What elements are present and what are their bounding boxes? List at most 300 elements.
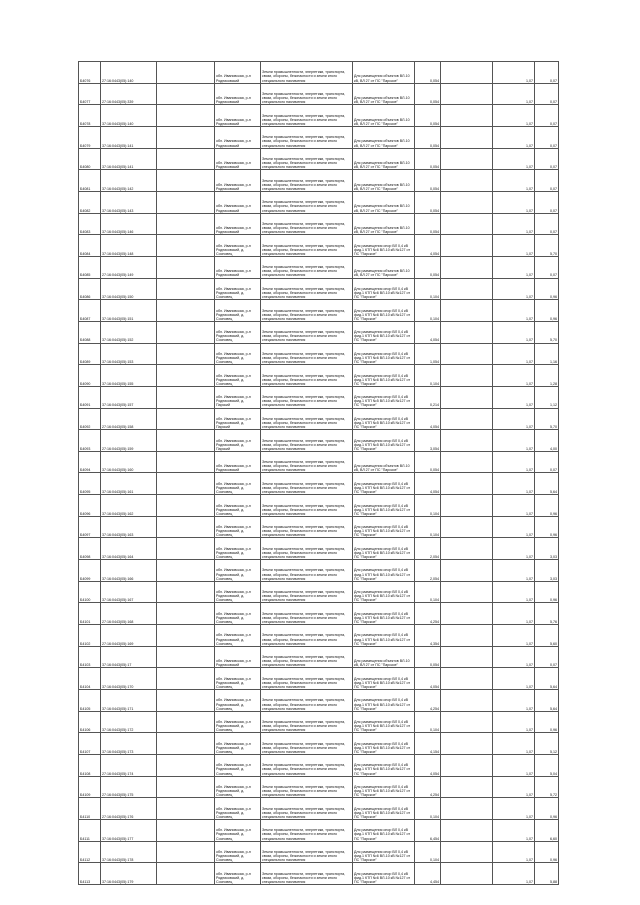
- cadastral-number-cell: 37:16:0443(05):161: [101, 473, 157, 495]
- empty-cell: [157, 170, 215, 192]
- cadastral-number-cell: 37:16:0443(05):177: [101, 819, 157, 841]
- total-cell: 3,03: [535, 538, 559, 560]
- area-cell: 0,054: [415, 105, 441, 127]
- total-cell: 5,64: [535, 473, 559, 495]
- area-cell: 0,054: [415, 191, 441, 213]
- table-row: [79, 321, 559, 343]
- land-category-cell: Земли промышленности, энергетики, транспорта, связи, обороны, безопасности и земли иного специального назначения: [261, 278, 353, 300]
- permitted-use-cell: Для размещения объектов ВЛ-10 кВ, ВЛ 27 от ПС "Парское": [353, 62, 415, 84]
- table-row: [79, 365, 559, 387]
- area-cell: 4,054: [415, 755, 441, 777]
- empty-cell: [157, 668, 215, 690]
- table-row: [79, 495, 559, 517]
- land-category-cell: Земли промышленности, энергетики, транспорта, связи, обороны, безопасности и земли иного специального назначения: [261, 62, 353, 84]
- land-category-cell: Земли промышленности, энергетики, транспорта, связи, обороны, безопасности и земли иного специального назначения: [261, 148, 353, 170]
- permitted-use-cell: Для размещения объектов ВЛ-10 кВ, ВЛ 27 от ПС "Парское": [353, 451, 415, 473]
- empty-cell: [157, 430, 215, 452]
- empty-cell: [441, 148, 493, 170]
- permitted-use-cell: Для размещения объектов ВЛ-10 кВ, ВЛ 27 от ПС "Парское": [353, 170, 415, 192]
- area-cell: 0,104: [415, 711, 441, 733]
- area-cell: 2,054: [415, 538, 441, 560]
- area-cell: 4,054: [415, 668, 441, 690]
- area-cell: 0,104: [415, 516, 441, 538]
- address-cell: обл. Ивановская, р-н Родниковский: [215, 191, 261, 213]
- table-row: [79, 386, 559, 408]
- cadastral-number-cell: 37:16:0443(05):160: [101, 451, 157, 473]
- total-cell: 0,96: [535, 841, 559, 863]
- cadastral-number-cell: 37:16:0443(05):166: [101, 560, 157, 582]
- permitted-use-cell: Для размещения опор ВЛ 0,4 кВ фид.1 КТП №6 ВЛ-10 кВ №127 от ПС "Парское": [353, 300, 415, 322]
- cadastral-number-cell: 37:16:0443(05):141: [101, 126, 157, 148]
- cadastral-number-cell: 37:16:0443(05):148: [101, 235, 157, 257]
- cadastral-number-cell: 37:16:0443(05):162: [101, 495, 157, 517]
- cadastral-number-cell: 27:16:0443(05):175: [101, 776, 157, 798]
- rate-cell: 1,07: [493, 451, 535, 473]
- row-id-cell: Б4103: [79, 646, 101, 668]
- permitted-use-cell: Для размещения объектов ВЛ-10 кВ, ВЛ 27 от ПС "Парское": [353, 191, 415, 213]
- table-row: [79, 451, 559, 473]
- total-cell: 5,70: [535, 235, 559, 257]
- cadastral-number-cell: 27:16:0443(05):176: [101, 798, 157, 820]
- empty-cell: [157, 321, 215, 343]
- permitted-use-cell: Для размещения опор ВЛ 0,4 кВ фид.1 КТП №6 ВЛ-10 кВ №127 от ПС "Парское": [353, 603, 415, 625]
- empty-cell: [441, 581, 493, 603]
- cadastral-number-cell: 37:16:0443(05):172: [101, 711, 157, 733]
- land-category-cell: Земли промышленности, энергетики, транспорта, связи, обороны, безопасности и земли иного специального назначения: [261, 538, 353, 560]
- empty-cell: [157, 776, 215, 798]
- row-id-cell: Б4101: [79, 603, 101, 625]
- address-cell: обл. Ивановская, р-н Родниковский, д. Парский: [215, 430, 261, 452]
- empty-cell: [157, 365, 215, 387]
- address-cell: обл. Ивановская, р-н Родниковский, д. Сосновец: [215, 538, 261, 560]
- row-id-cell: Б4109: [79, 776, 101, 798]
- total-cell: 6,60: [535, 819, 559, 841]
- area-cell: 0,104: [415, 841, 441, 863]
- permitted-use-cell: Для размещения опор ВЛ 0,4 кВ фид.1 КТП №6 ВЛ-10 кВ №127 от ПС "Парское": [353, 516, 415, 538]
- area-cell: 4,054: [415, 321, 441, 343]
- empty-cell: [157, 819, 215, 841]
- row-id-cell: Б4104: [79, 668, 101, 690]
- empty-cell: [441, 256, 493, 278]
- cadastral-number-cell: 37:16:0443(05):171: [101, 690, 157, 712]
- land-category-cell: Земли промышленности, энергетики, транспорта, связи, обороны, безопасности и земли иного специального назначения: [261, 430, 353, 452]
- empty-cell: [441, 776, 493, 798]
- rate-cell: 1,07: [493, 798, 535, 820]
- empty-cell: [441, 213, 493, 235]
- rate-cell: 1,07: [493, 755, 535, 777]
- rate-cell: 1,07: [493, 863, 535, 885]
- address-cell: обл. Ивановская, р-н Родниковский, д. Сосновец: [215, 711, 261, 733]
- land-category-cell: Земли промышленности, энергетики, транспорта, связи, обороны, безопасности и земли иного специального назначения: [261, 170, 353, 192]
- permitted-use-cell: Для размещения опор ВЛ 0,4 кВ фид.1 КТП №6 ВЛ-10 кВ №127 от ПС "Парское": [353, 581, 415, 603]
- rate-cell: 1,07: [493, 690, 535, 712]
- address-cell: обл. Ивановская, р-н Родниковский, д. Сосновец: [215, 300, 261, 322]
- table-row: [79, 819, 559, 841]
- land-category-cell: Земли промышленности, энергетики, транспорта, связи, обороны, безопасности и земли иного специального назначения: [261, 711, 353, 733]
- total-cell: 5,70: [535, 321, 559, 343]
- empty-cell: [157, 625, 215, 647]
- area-cell: 0,104: [415, 365, 441, 387]
- empty-cell: [441, 430, 493, 452]
- cadastral-number-cell: 27:16:0443(05):168: [101, 603, 157, 625]
- area-cell: 2,054: [415, 560, 441, 582]
- rate-cell: 1,07: [493, 321, 535, 343]
- land-category-cell: Земли промышленности, энергетики, транспорта, связи, обороны, безопасности и земли иного специального назначения: [261, 733, 353, 755]
- cadastral-number-cell: 37:16:0443(05):141: [101, 148, 157, 170]
- row-id-cell: Б4095: [79, 473, 101, 495]
- table-row: [79, 668, 559, 690]
- cadastral-number-cell: 37:16:0443(05):151: [101, 300, 157, 322]
- total-cell: 0,07: [535, 105, 559, 127]
- rate-cell: 1,07: [493, 841, 535, 863]
- area-cell: 4,054: [415, 235, 441, 257]
- permitted-use-cell: Для размещения объектов ВЛ-10 кВ, ВЛ 27 от ПС "Парское": [353, 646, 415, 668]
- area-cell: 0,214: [415, 386, 441, 408]
- empty-cell: [157, 560, 215, 582]
- land-category-cell: Земли промышленности, энергетики, транспорта, связи, обороны, безопасности и земли иного специального назначения: [261, 451, 353, 473]
- row-id-cell: Б4080: [79, 148, 101, 170]
- rate-cell: 1,07: [493, 343, 535, 365]
- permitted-use-cell: Для размещения опор ВЛ 0,4 кВ фид.1 КТП №6 ВЛ-10 кВ №127 от ПС "Парское": [353, 690, 415, 712]
- cadastral-number-cell: 37:16:0443(05):167: [101, 581, 157, 603]
- rate-cell: 1,07: [493, 646, 535, 668]
- table-row: [79, 625, 559, 647]
- total-cell: 4,00: [535, 430, 559, 452]
- empty-cell: [441, 798, 493, 820]
- area-cell: 0,104: [415, 300, 441, 322]
- row-id-cell: Б4111: [79, 819, 101, 841]
- cadastral-number-cell: 37:16:0443(05):152: [101, 321, 157, 343]
- table-row: [79, 798, 559, 820]
- rate-cell: 1,07: [493, 148, 535, 170]
- empty-cell: [441, 560, 493, 582]
- permitted-use-cell: Для размещения опор ВЛ 0,4 кВ фид.1 КТП №6 ВЛ-10 кВ №127 от ПС "Парское": [353, 841, 415, 863]
- empty-cell: [157, 300, 215, 322]
- rate-cell: 1,07: [493, 560, 535, 582]
- table-row: [79, 560, 559, 582]
- permitted-use-cell: Для размещения опор ВЛ 0,4 кВ фид.1 КТП №6 ВЛ-10 кВ №127 от ПС "Парское": [353, 278, 415, 300]
- land-category-cell: Земли промышленности, энергетики, транспорта, связи, обороны, безопасности и земли иного специального назначения: [261, 83, 353, 105]
- empty-cell: [157, 148, 215, 170]
- address-cell: обл. Ивановская, р-н Родниковский, д. Парский: [215, 386, 261, 408]
- address-cell: обл. Ивановская, р-н Родниковский, д. Парский: [215, 408, 261, 430]
- address-cell: обл. Ивановская, р-н Родниковский, д. Сосновец: [215, 516, 261, 538]
- total-cell: 0,07: [535, 83, 559, 105]
- cadastral-number-cell: 37:16:0443(05):17: [101, 646, 157, 668]
- address-cell: обл. Ивановская, р-н Родниковский: [215, 170, 261, 192]
- empty-cell: [157, 83, 215, 105]
- table-row: [79, 62, 559, 84]
- total-cell: 0,96: [535, 711, 559, 733]
- area-cell: 0,104: [415, 581, 441, 603]
- row-id-cell: Б4106: [79, 711, 101, 733]
- address-cell: обл. Ивановская, р-н Родниковский, д. Сосновец: [215, 235, 261, 257]
- cadastral-number-cell: 27:16:0443(05):174: [101, 755, 157, 777]
- empty-cell: [157, 646, 215, 668]
- total-cell: 0,07: [535, 62, 559, 84]
- row-id-cell: Б4112: [79, 841, 101, 863]
- area-cell: 4,454: [415, 863, 441, 885]
- rate-cell: 1,07: [493, 711, 535, 733]
- area-cell: 0,054: [415, 451, 441, 473]
- cadastral-number-cell: 27:16:0443(05):158: [101, 408, 157, 430]
- empty-cell: [441, 191, 493, 213]
- cadastral-number-cell: 37:16:0443(05):179: [101, 863, 157, 885]
- total-cell: 1,16: [535, 343, 559, 365]
- address-cell: обл. Ивановская, р-н Родниковский, д. Сосновец: [215, 365, 261, 387]
- empty-cell: [157, 235, 215, 257]
- empty-cell: [441, 495, 493, 517]
- row-id-cell: Б4077: [79, 83, 101, 105]
- total-cell: 0,07: [535, 646, 559, 668]
- permitted-use-cell: Для размещения опор ВЛ 0,4 кВ фид.1 КТП №6 ВЛ-10 кВ №127 от ПС "Парское": [353, 560, 415, 582]
- rate-cell: 1,07: [493, 581, 535, 603]
- cadastral-number-cell: 37:16:0443(05):150: [101, 278, 157, 300]
- total-cell: 1,28: [535, 365, 559, 387]
- land-category-cell: Земли промышленности, энергетики, транспорта, связи, обороны, безопасности и земли иного специального назначения: [261, 235, 353, 257]
- empty-cell: [441, 625, 493, 647]
- rate-cell: 1,07: [493, 83, 535, 105]
- total-cell: 0,96: [535, 516, 559, 538]
- cadastral-number-cell: 37:16:0443(05):178: [101, 841, 157, 863]
- cadastral-number-cell: 37:16:0443(05):146: [101, 213, 157, 235]
- empty-cell: [441, 343, 493, 365]
- row-id-cell: Б4088: [79, 321, 101, 343]
- land-category-cell: Земли промышленности, энергетики, транспорта, связи, обороны, безопасности и земли иного специального назначения: [261, 560, 353, 582]
- address-cell: обл. Ивановская, р-н Родниковский, д. Сосновец: [215, 603, 261, 625]
- row-id-cell: Б4105: [79, 690, 101, 712]
- permitted-use-cell: Для размещения опор ВЛ 0,4 кВ фид.1 КТП №6 ВЛ-10 кВ №127 от ПС "Парское": [353, 538, 415, 560]
- table-row: [79, 581, 559, 603]
- total-cell: 0,07: [535, 256, 559, 278]
- total-cell: 5,88: [535, 863, 559, 885]
- cadastral-number-cell: 37:16:0443(05):157: [101, 386, 157, 408]
- empty-cell: [441, 841, 493, 863]
- table-row: [79, 300, 559, 322]
- empty-cell: [441, 538, 493, 560]
- address-cell: обл. Ивановская, р-н Родниковский, д. Сосновец: [215, 560, 261, 582]
- area-cell: 6,454: [415, 819, 441, 841]
- address-cell: обл. Ивановская, р-н Родниковский, д. Сосновец: [215, 473, 261, 495]
- empty-cell: [441, 386, 493, 408]
- land-category-cell: Земли промышленности, энергетики, транспорта, связи, обороны, безопасности и земли иного специального назначения: [261, 321, 353, 343]
- land-category-cell: Земли промышленности, энергетики, транспорта, связи, обороны, безопасности и земли иного специального назначения: [261, 755, 353, 777]
- address-cell: обл. Ивановская, р-н Родниковский, д. Сосновец: [215, 863, 261, 885]
- table-row: [79, 213, 559, 235]
- row-id-cell: Б4100: [79, 581, 101, 603]
- cadastral-number-cell: 27:16:0443(05):159: [101, 430, 157, 452]
- rate-cell: 1,07: [493, 105, 535, 127]
- empty-cell: [441, 300, 493, 322]
- row-id-cell: Б4082: [79, 191, 101, 213]
- area-cell: 0,054: [415, 148, 441, 170]
- land-category-cell: Земли промышленности, энергетики, транспорта, связи, обороны, безопасности и земли иного специального назначения: [261, 798, 353, 820]
- empty-cell: [157, 191, 215, 213]
- land-category-cell: Земли промышленности, энергетики, транспорта, связи, обороны, безопасности и земли иного специального назначения: [261, 495, 353, 517]
- rate-cell: 1,07: [493, 625, 535, 647]
- land-category-cell: Земли промышленности, энергетики, транспорта, связи, обороны, безопасности и земли иного специального назначения: [261, 473, 353, 495]
- row-id-cell: Б4098: [79, 538, 101, 560]
- row-id-cell: Б4086: [79, 278, 101, 300]
- table-row: [79, 863, 559, 885]
- empty-cell: [157, 105, 215, 127]
- empty-cell: [441, 516, 493, 538]
- empty-cell: [441, 668, 493, 690]
- row-id-cell: Б4108: [79, 755, 101, 777]
- area-cell: 4,054: [415, 473, 441, 495]
- row-id-cell: Б4107: [79, 733, 101, 755]
- empty-cell: [157, 798, 215, 820]
- empty-cell: [157, 495, 215, 517]
- rate-cell: 1,07: [493, 776, 535, 798]
- total-cell: 0,07: [535, 148, 559, 170]
- table-row: [79, 83, 559, 105]
- permitted-use-cell: Для размещения опор ВЛ 0,4 кВ фид.1 КТП №6 ВЛ-10 кВ №127 от ПС "Парское": [353, 343, 415, 365]
- empty-cell: [441, 62, 493, 84]
- permitted-use-cell: Для размещения опор ВЛ 0,4 кВ фид.1 КТП №6 ВЛ-10 кВ №127 от ПС "Парское": [353, 819, 415, 841]
- empty-cell: [441, 711, 493, 733]
- table-row: [79, 733, 559, 755]
- address-cell: обл. Ивановская, р-н Родниковский, д. Сосновец: [215, 581, 261, 603]
- permitted-use-cell: Для размещения объектов ВЛ-10 кВ, ВЛ 27 от ПС "Парское": [353, 213, 415, 235]
- permitted-use-cell: Для размещения опор ВЛ 0,4 кВ фид.1 КТП №5 ВЛ-10 кВ №127 от ПС "Парское": [353, 386, 415, 408]
- cadastral-number-cell: 37:16:0443(05):170: [101, 668, 157, 690]
- empty-cell: [441, 365, 493, 387]
- rate-cell: 1,07: [493, 538, 535, 560]
- total-cell: 5,64: [535, 690, 559, 712]
- address-cell: обл. Ивановская, р-н Родниковский: [215, 256, 261, 278]
- rate-cell: 1,07: [493, 213, 535, 235]
- address-cell: обл. Ивановская, р-н Родниковский, д. Сосновец: [215, 690, 261, 712]
- cadastral-number-cell: 37:16:0443(05):142: [101, 170, 157, 192]
- row-id-cell: Б4097: [79, 516, 101, 538]
- rate-cell: 1,07: [493, 386, 535, 408]
- table-row: [79, 690, 559, 712]
- total-cell: 1,12: [535, 386, 559, 408]
- empty-cell: [157, 213, 215, 235]
- row-id-cell: Б4085: [79, 256, 101, 278]
- area-cell: 0,054: [415, 62, 441, 84]
- table-row: [79, 473, 559, 495]
- empty-cell: [441, 235, 493, 257]
- land-category-cell: Земли промышленности, энергетики, транспорта, связи, обороны, безопасности и земли иного специального назначения: [261, 668, 353, 690]
- permitted-use-cell: Для размещения опор ВЛ 0,4 кВ фид.1 КТП №6 ВЛ-10 кВ №127 от ПС "Парское": [353, 495, 415, 517]
- land-category-cell: Земли промышленности, энергетики, транспорта, связи, обороны, безопасности и земли иного специального назначения: [261, 300, 353, 322]
- total-cell: 5,64: [535, 668, 559, 690]
- area-cell: 0,054: [415, 83, 441, 105]
- cadastral-number-cell: 37:16:0443(05):153: [101, 343, 157, 365]
- table-row: [79, 776, 559, 798]
- rate-cell: 1,07: [493, 430, 535, 452]
- empty-cell: [441, 105, 493, 127]
- total-cell: 0,07: [535, 213, 559, 235]
- permitted-use-cell: Для размещения опор ВЛ 0,4 кВ фид.1 КТП №6 ВЛ-10 кВ №127 от ПС "Парское": [353, 365, 415, 387]
- land-category-cell: Земли промышленности, энергетики, транспорта, связи, обороны, безопасности и земли иного специального назначения: [261, 690, 353, 712]
- row-id-cell: Б4076: [79, 62, 101, 84]
- empty-cell: [157, 863, 215, 885]
- table-row: [79, 191, 559, 213]
- empty-cell: [157, 603, 215, 625]
- address-cell: обл. Ивановская, р-н Родниковский, д. Сосновец: [215, 495, 261, 517]
- row-id-cell: Б4079: [79, 126, 101, 148]
- cadastral-number-cell: 37:16:0443(05):140: [101, 105, 157, 127]
- total-cell: 3,03: [535, 560, 559, 582]
- address-cell: обл. Ивановская, р-н Родниковский, д. Сосновец: [215, 343, 261, 365]
- area-cell: 0,054: [415, 256, 441, 278]
- area-cell: 4,254: [415, 776, 441, 798]
- table-row: [79, 170, 559, 192]
- permitted-use-cell: Для размещения опор ВЛ 0,4 кВ фид.1 КТП №6 ВЛ-10 кВ №127 от ПС "Парское": [353, 473, 415, 495]
- address-cell: обл. Ивановская, р-н Родниковский: [215, 126, 261, 148]
- empty-cell: [441, 451, 493, 473]
- row-id-cell: Б4113: [79, 863, 101, 885]
- land-category-cell: Земли промышленности, энергетики, транспорта, связи, обороны, безопасности и земли иного специального назначения: [261, 126, 353, 148]
- empty-cell: [441, 690, 493, 712]
- empty-cell: [157, 126, 215, 148]
- table-row: [79, 105, 559, 127]
- table-body: [79, 62, 559, 885]
- permitted-use-cell: Для размещения опор ВЛ 0,4 кВ фид.1 КТП №6 ВЛ-10 кВ №127 от ПС "Парское": [353, 625, 415, 647]
- land-category-cell: Земли промышленности, энергетики, транспорта, связи, обороны, безопасности и земли иного специального назначения: [261, 105, 353, 127]
- table-row: [79, 148, 559, 170]
- row-id-cell: Б4093: [79, 430, 101, 452]
- empty-cell: [157, 386, 215, 408]
- permitted-use-cell: Для размещения объектов ВЛ-10 кВ, ВЛ 27 от ПС "Парское": [353, 148, 415, 170]
- empty-cell: [441, 755, 493, 777]
- rate-cell: 1,07: [493, 495, 535, 517]
- empty-cell: [157, 538, 215, 560]
- row-id-cell: Б4078: [79, 105, 101, 127]
- permitted-use-cell: Для размещения опор ВЛ 0,4 кВ фид.1 КТП №6 ВЛ-10 кВ №127 от ПС "Парское": [353, 668, 415, 690]
- table-row: [79, 755, 559, 777]
- address-cell: обл. Ивановская, р-н Родниковский, д. Сосновец: [215, 776, 261, 798]
- row-id-cell: Б4089: [79, 343, 101, 365]
- area-cell: 4,054: [415, 408, 441, 430]
- rate-cell: 1,07: [493, 126, 535, 148]
- total-cell: 0,96: [535, 300, 559, 322]
- land-category-cell: Земли промышленности, энергетики, транспорта, связи, обороны, безопасности и земли иного специального назначения: [261, 819, 353, 841]
- permitted-use-cell: Для размещения опор ВЛ 0,4 кВ фид.1 КТП №5 ВЛ-10 кВ №127 от ПС "Парское": [353, 430, 415, 452]
- area-cell: 0,104: [415, 495, 441, 517]
- empty-cell: [157, 408, 215, 430]
- rate-cell: 1,07: [493, 819, 535, 841]
- land-category-cell: Земли промышленности, энергетики, транспорта, связи, обороны, безопасности и земли иного специального назначения: [261, 516, 353, 538]
- rate-cell: 1,07: [493, 300, 535, 322]
- row-id-cell: Б4110: [79, 798, 101, 820]
- land-category-cell: Земли промышленности, энергетики, транспорта, связи, обороны, безопасности и земли иного специального назначения: [261, 213, 353, 235]
- row-id-cell: Б4081: [79, 170, 101, 192]
- land-category-cell: Земли промышленности, энергетики, транспорта, связи, обороны, безопасности и земли иного специального назначения: [261, 581, 353, 603]
- empty-cell: [441, 408, 493, 430]
- rate-cell: 1,07: [493, 235, 535, 257]
- address-cell: обл. Ивановская, р-н Родниковский, д. Сосновец: [215, 841, 261, 863]
- address-cell: обл. Ивановская, р-н Родниковский, д. Сосновец: [215, 755, 261, 777]
- address-cell: обл. Ивановская, р-н Родниковский, д. Сосновец: [215, 733, 261, 755]
- total-cell: 5,04: [535, 755, 559, 777]
- total-cell: 0,96: [535, 581, 559, 603]
- land-category-cell: Земли промышленности, энергетики, транспорта, связи, обороны, безопасности и земли иного специального назначения: [261, 863, 353, 885]
- address-cell: обл. Ивановская, р-н Родниковский: [215, 646, 261, 668]
- address-cell: обл. Ивановская, р-н Родниковский, д. Сосновец: [215, 798, 261, 820]
- address-cell: обл. Ивановская, р-н Родниковский: [215, 62, 261, 84]
- total-cell: 0,07: [535, 451, 559, 473]
- cadastral-number-cell: 37:16:0443(05):163: [101, 516, 157, 538]
- permitted-use-cell: Для размещения объектов ВЛ-10 кВ, ВЛ 27 от ПС "Парское": [353, 105, 415, 127]
- permitted-use-cell: Для размещения опор ВЛ 0,4 кВ фид.1 КТП №6 ВЛ-10 кВ №127 от ПС "Парское": [353, 863, 415, 885]
- permitted-use-cell: Для размещения опор ВЛ 0,4 кВ фид.1 КТП №6 ВЛ-10 кВ №127 от ПС "Парское": [353, 798, 415, 820]
- table-row: [79, 126, 559, 148]
- land-category-cell: Земли промышленности, энергетики, транспорта, связи, обороны, безопасности и земли иного специального назначения: [261, 776, 353, 798]
